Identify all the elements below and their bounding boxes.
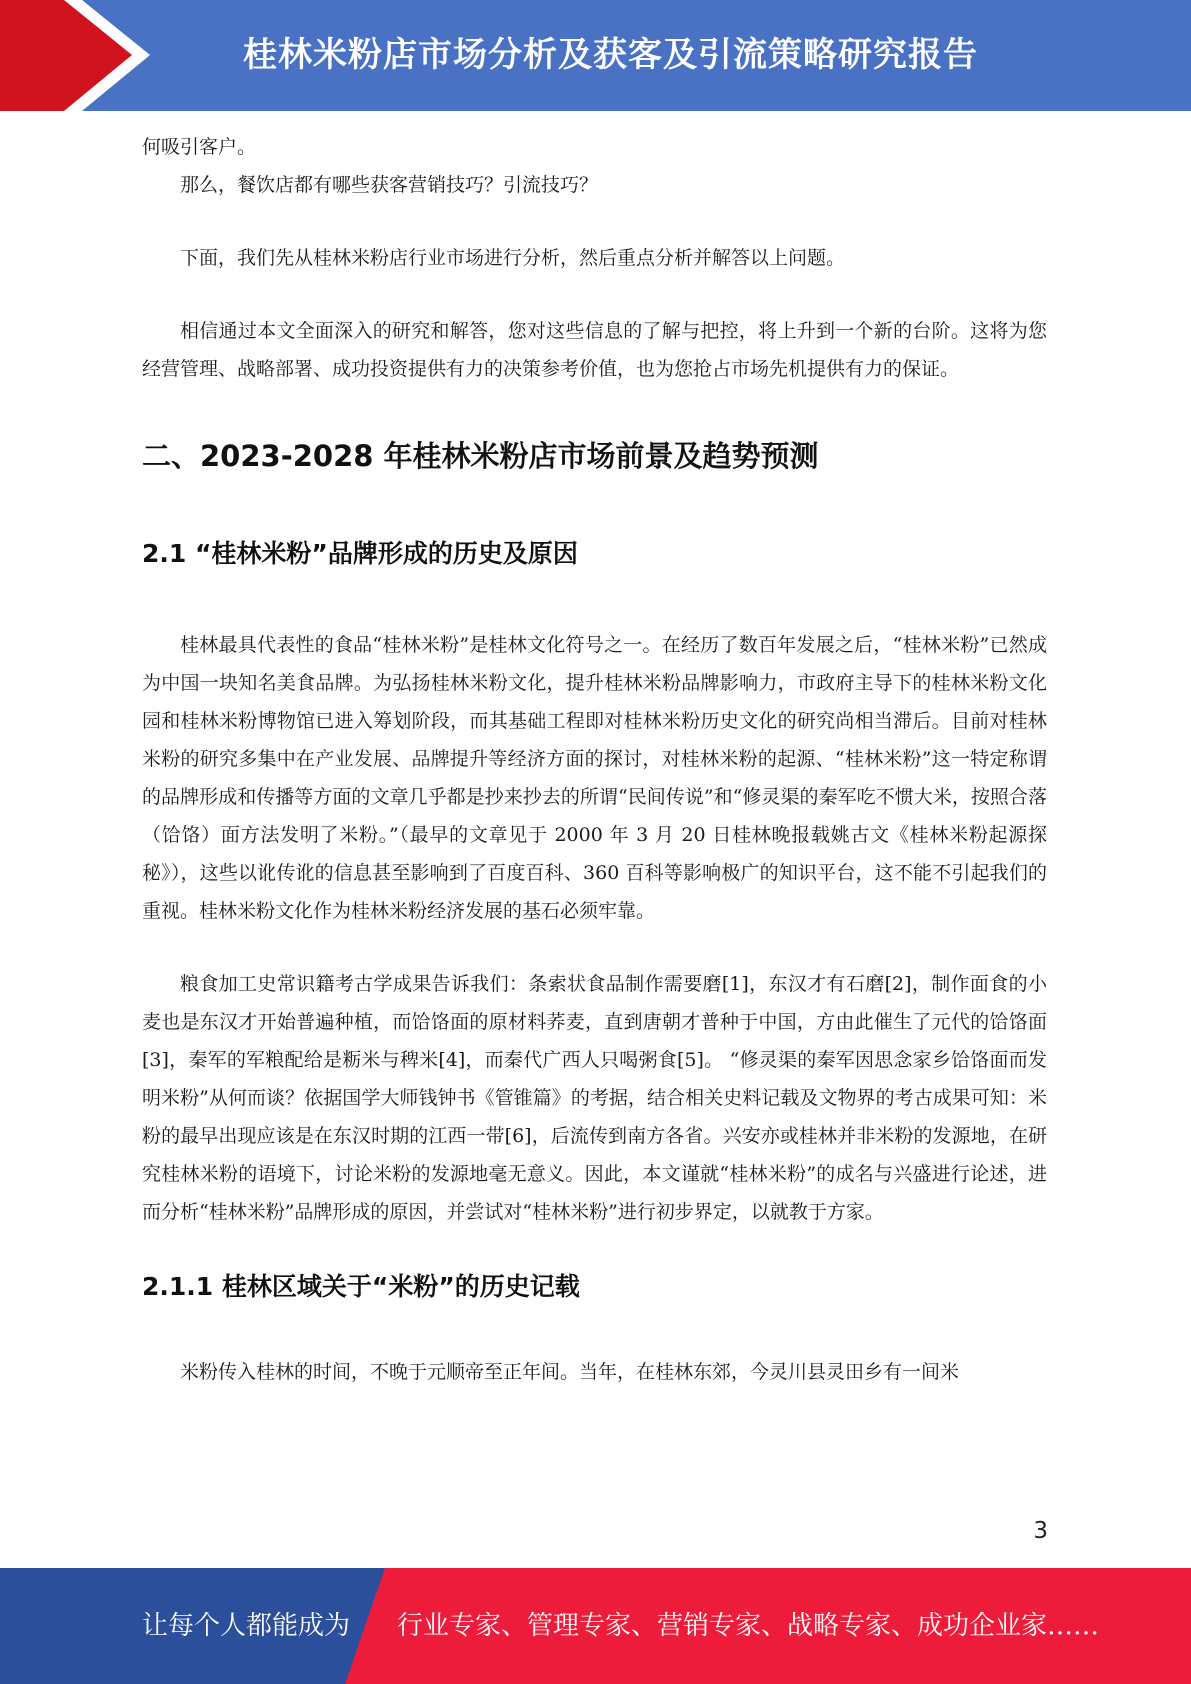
paragraph: 那么，餐饮店都有哪些获客营销技巧？引流技巧？ (180, 174, 599, 196)
page-body (142, 128, 1047, 1391)
paragraph: 相信通过本文全面深入的研究和解答，您对这些信息的了解与把控，将上升到一个新的台阶。这将为您经营管理、战略部署、成功投资提供有力的决策参考价值，也为您抢占市场先机提供有力的保证。 (142, 320, 1047, 380)
page-footer (0, 1568, 1191, 1684)
subsection-heading: 2.1 “桂林米粉”品牌形成的历史及原因 (142, 539, 578, 568)
section-heading: 二、2023-2028 年桂林米粉店市场前景及趋势预测 (142, 439, 819, 473)
page-number: 3 (1033, 1518, 1048, 1544)
paragraph: 何吸引客户。 (142, 136, 257, 158)
page-header (0, 0, 1191, 111)
paragraph: 粮食加工史常识籍考古学成果告诉我们：条索状食品制作需要磨[1]，东汉才有石磨[2]，制作面食的小麦也是东汉才开始普遍种植，而饸饹面的原材料荞麦，直到唐朝才普种于中国，方由此催生了元代的饸饹面[3]，秦军的军粮配给是粝米与稗米[4]，而秦代广西人只喝粥食[5]。 “修灵渠的秦军因思念家乡饸饹面而发明米粉”从何而谈？依据国学大师钱钟书《管锥篇》的考据，结合相关史料记载及文物界的考古成果可知：米粉的最早出现应该是在东汉时期的江西一带[6]，后流传到南方各省。兴安亦或桂林并非米粉的发源地，在研究桂林米粉的语境下，讨论米粉的发源地毫无意义。因此，本文谨就“桂林米粉”的成名与兴盛进行论述，进而分析“桂林米粉”品牌形成的原因，并尝试对“桂林米粉”进行初步界定，以就教于方家。 (142, 973, 1047, 1223)
footer-slogan-right: 行业专家、管理专家、营销专家、战略专家、成功企业家…… (397, 1611, 1100, 1641)
subsubsection-heading: 2.1.1 桂林区域关于“米粉”的历史记载 (142, 1272, 580, 1301)
paragraph: 桂林最具代表性的食品“桂林米粉”是桂林文化符号之一。在经历了数百年发展之后，“桂林米粉”已然成为中国一块知名美食品牌。为弘扬桂林米粉文化，提升桂林米粉品牌影响力，市政府主导下的桂林米粉文化园和桂林米粉博物馆已进入筹划阶段，而其基础工程即对桂林米粉历史文化的研究尚相当滞后。目前对桂林米粉的研究多集中在产业发展、品牌提升等经济方面的探讨，对桂林米粉的起源、“桂林米粉”这一特定称谓的品牌形成和传播等方面的文章几乎都是抄来抄去的所谓“民间传说”和“修灵渠的秦军吃不惯大米，按照合落（饸饹）面方法发明了米粉。”（最早的文章见于 2000 年 3 月 20 日桂林晚报载姚古文《桂林米粉起源探秘》），这些以讹传讹的信息甚至影响到了百度百科、360 百科等影响极广的知识平台，这不能不引起我们的重视。桂林米粉文化作为桂林米粉经济发展的基石必须牢靠。 (142, 634, 1047, 922)
report-title: 桂林米粉店市场分析及获客及引流策略研究报告 (243, 35, 978, 75)
footer-slogan-left: 让每个人都能成为 (142, 1611, 351, 1641)
paragraph: 米粉传入桂林的时间，不晚于元顺帝至正年间。当年，在桂林东郊，今灵川县灵田乡有一间米 (180, 1361, 960, 1383)
paragraph: 下面，我们先从桂林米粉店行业市场进行分析，然后重点分析并解答以上问题。 (180, 247, 846, 269)
